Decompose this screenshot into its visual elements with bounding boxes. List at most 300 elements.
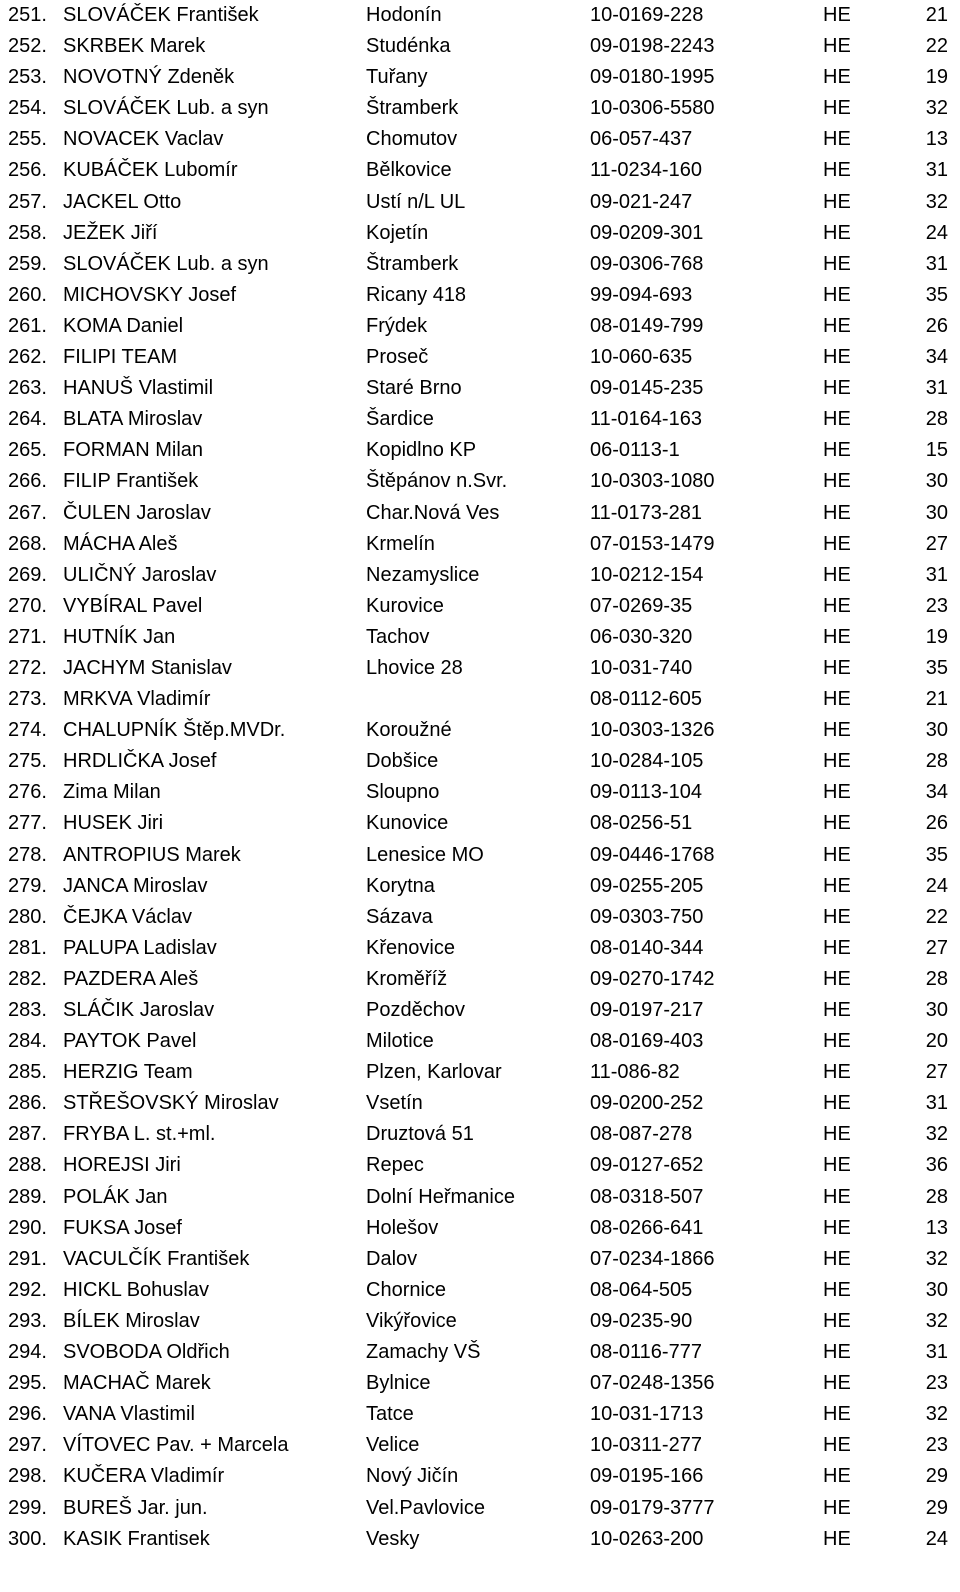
rank-cell: 274. xyxy=(8,719,47,742)
code-cell: 11-0164-163 xyxy=(590,408,702,431)
category-cell: HE xyxy=(823,1309,851,1332)
rank-cell: 286. xyxy=(8,1092,47,1115)
category-cell: HE xyxy=(823,1216,851,1239)
rank-cell: 262. xyxy=(8,346,47,369)
score-cell: 31 xyxy=(925,159,948,182)
name-cell: KASIK Frantisek xyxy=(63,1527,210,1550)
category-cell: HE xyxy=(823,1527,851,1550)
code-cell: 10-0212-154 xyxy=(590,563,704,586)
table-row xyxy=(0,498,960,529)
table-row xyxy=(0,715,960,746)
code-cell: 10-0306-5580 xyxy=(590,97,715,120)
rank-cell: 270. xyxy=(8,594,47,617)
category-cell: HE xyxy=(823,719,851,742)
name-cell: PAZDERA Aleš xyxy=(63,967,199,990)
code-cell: 11-086-82 xyxy=(590,1061,680,1084)
name-cell: CHALUPNÍK Štěp.MVDr. xyxy=(63,719,286,742)
category-cell: HE xyxy=(823,1341,851,1364)
table-row xyxy=(0,1399,960,1430)
rank-cell: 273. xyxy=(8,688,47,711)
place-cell: Studénka xyxy=(366,35,451,58)
category-cell: HE xyxy=(823,408,851,431)
rank-cell: 293. xyxy=(8,1309,47,1332)
category-cell: HE xyxy=(823,625,851,648)
table-row xyxy=(0,1430,960,1461)
score-cell: 34 xyxy=(925,346,948,369)
category-cell: HE xyxy=(823,346,851,369)
code-cell: 09-0180-1995 xyxy=(590,66,715,89)
code-cell: 07-0153-1479 xyxy=(590,532,715,555)
score-cell: 26 xyxy=(925,812,948,835)
table-row xyxy=(0,1306,960,1337)
code-cell: 11-0234-160 xyxy=(590,159,702,182)
rank-cell: 258. xyxy=(8,221,47,244)
name-cell: VANA Vlastimil xyxy=(63,1403,195,1426)
table-row xyxy=(0,1119,960,1150)
code-cell: 08-0140-344 xyxy=(590,936,704,959)
rank-cell: 277. xyxy=(8,812,47,835)
score-cell: 35 xyxy=(925,656,948,679)
table-row xyxy=(0,62,960,93)
category-cell: HE xyxy=(823,190,851,213)
name-cell: SKRBEK Marek xyxy=(63,35,206,58)
code-cell: 08-0256-51 xyxy=(590,812,693,835)
name-cell: SLÁČIK Jaroslav xyxy=(63,999,215,1021)
table-row xyxy=(0,93,960,124)
table-row xyxy=(0,124,960,155)
name-cell: SLOVÁČEK Lub. a syn xyxy=(63,252,269,275)
table-row xyxy=(0,622,960,653)
name-cell: ČULEN Jaroslav xyxy=(63,501,211,524)
name-cell: FILIP František xyxy=(63,470,199,493)
place-cell: Kopidlno KP xyxy=(366,439,477,462)
score-cell: 30 xyxy=(925,999,948,1021)
table-row xyxy=(0,902,960,933)
table-row xyxy=(0,1057,960,1088)
code-cell: 09-0113-104 xyxy=(590,781,702,804)
place-cell: Repec xyxy=(366,1154,424,1177)
table-row xyxy=(0,155,960,186)
code-cell: 06-0113-1 xyxy=(590,439,680,462)
table-row xyxy=(0,684,960,715)
table-row xyxy=(0,187,960,218)
name-cell: HICKL Bohuslav xyxy=(63,1278,209,1301)
name-cell: KUČERA Vladimír xyxy=(63,1465,225,1488)
code-cell: 09-0235-90 xyxy=(590,1309,693,1332)
score-cell: 31 xyxy=(925,1092,948,1115)
rank-cell: 253. xyxy=(8,66,47,89)
code-cell: 09-0303-750 xyxy=(590,905,704,928)
category-cell: HE xyxy=(823,1247,851,1270)
rank-cell: 268. xyxy=(8,532,47,555)
table-row xyxy=(0,560,960,591)
code-cell: 07-0234-1866 xyxy=(590,1247,715,1270)
name-cell: SLOVÁČEK František xyxy=(63,4,259,26)
table-row xyxy=(0,1461,960,1492)
score-cell: 24 xyxy=(925,874,948,897)
code-cell: 10-0311-277 xyxy=(590,1434,702,1457)
score-cell: 31 xyxy=(925,1341,948,1364)
score-cell: 22 xyxy=(925,905,948,928)
score-cell: 28 xyxy=(925,750,948,773)
score-cell: 30 xyxy=(925,470,948,493)
place-cell: Char.Nová Ves xyxy=(366,501,500,524)
table-row xyxy=(0,404,960,435)
code-cell: 09-0127-652 xyxy=(590,1154,704,1177)
rank-cell: 254. xyxy=(8,97,47,120)
name-cell: NOVACEK Vaclav xyxy=(63,128,224,151)
category-cell: HE xyxy=(823,1403,851,1426)
code-cell: 09-0145-235 xyxy=(590,377,704,400)
category-cell: HE xyxy=(823,66,851,89)
code-cell: 08-064-505 xyxy=(590,1278,693,1301)
score-cell: 32 xyxy=(925,190,948,213)
rank-cell: 284. xyxy=(8,1030,47,1053)
category-cell: HE xyxy=(823,905,851,928)
score-cell: 28 xyxy=(925,1185,948,1208)
place-cell: Vel.Pavlovice xyxy=(366,1496,485,1519)
place-cell: Korytna xyxy=(366,874,435,897)
table-row xyxy=(0,933,960,964)
table-row xyxy=(0,31,960,62)
name-cell: HUTNÍK Jan xyxy=(63,625,176,648)
score-cell: 13 xyxy=(925,128,948,151)
name-cell: HANUŠ Vlastimil xyxy=(63,377,214,400)
table-row xyxy=(0,1088,960,1119)
place-cell: Druztová 51 xyxy=(366,1123,474,1146)
code-cell: 11-0173-281 xyxy=(590,501,702,524)
place-cell: Kroměříž xyxy=(366,967,448,990)
name-cell: KOMA Daniel xyxy=(63,314,184,337)
name-cell: FILIPI TEAM xyxy=(63,346,178,369)
place-cell: Vesky xyxy=(366,1527,420,1550)
table-row xyxy=(0,529,960,560)
rank-cell: 252. xyxy=(8,35,47,58)
rank-cell: 278. xyxy=(8,843,47,866)
place-cell: Chornice xyxy=(366,1278,447,1301)
code-cell: 08-0266-641 xyxy=(590,1216,704,1239)
score-cell: 31 xyxy=(925,377,948,400)
code-cell: 06-030-320 xyxy=(590,625,693,648)
category-cell: HE xyxy=(823,1465,851,1488)
category-cell: HE xyxy=(823,97,851,120)
table-row xyxy=(0,1150,960,1181)
code-cell: 09-0306-768 xyxy=(590,252,704,275)
score-cell: 26 xyxy=(925,314,948,337)
code-cell: 09-0200-252 xyxy=(590,1092,704,1115)
code-cell: 10-0303-1080 xyxy=(590,470,715,493)
place-cell: Nezamyslice xyxy=(366,563,480,586)
code-cell: 09-0446-1768 xyxy=(590,843,715,866)
table-row xyxy=(0,280,960,311)
place-cell: Kojetín xyxy=(366,221,429,244)
name-cell: MICHOVSKY Josef xyxy=(63,283,237,306)
score-cell: 27 xyxy=(925,1061,948,1084)
place-cell: Tachov xyxy=(366,625,430,648)
code-cell: 09-0270-1742 xyxy=(590,967,715,990)
code-cell: 10-0303-1326 xyxy=(590,719,715,742)
rank-cell: 282. xyxy=(8,967,47,990)
score-cell: 19 xyxy=(925,625,948,648)
rank-cell: 265. xyxy=(8,439,47,462)
place-cell: Štěpánov n.Svr. xyxy=(366,470,508,493)
score-cell: 31 xyxy=(925,563,948,586)
rank-cell: 271. xyxy=(8,625,47,648)
place-cell: Frýdek xyxy=(366,314,428,337)
code-cell: 10-0284-105 xyxy=(590,750,704,773)
category-cell: HE xyxy=(823,563,851,586)
place-cell: Proseč xyxy=(366,346,429,369)
table-row xyxy=(0,871,960,902)
rank-cell: 256. xyxy=(8,159,47,182)
rank-cell: 276. xyxy=(8,781,47,804)
code-cell: 99-094-693 xyxy=(590,283,693,306)
category-cell: HE xyxy=(823,688,851,711)
category-cell: HE xyxy=(823,314,851,337)
score-cell: 35 xyxy=(925,843,948,866)
table-row xyxy=(0,1524,960,1555)
rank-cell: 290. xyxy=(8,1216,47,1239)
name-cell: SLOVÁČEK Lub. a syn xyxy=(63,97,269,120)
code-cell: 07-0248-1356 xyxy=(590,1372,715,1395)
rank-cell: 251. xyxy=(8,4,47,26)
place-cell: Koroužné xyxy=(366,719,452,742)
score-cell: 32 xyxy=(925,1403,948,1426)
category-cell: HE xyxy=(823,1154,851,1177)
place-cell: Bylnice xyxy=(366,1372,431,1395)
name-cell: PALUPA Ladislav xyxy=(63,936,217,959)
name-cell: JEŽEK Jiří xyxy=(63,221,158,244)
place-cell: Šardice xyxy=(366,408,434,431)
category-cell: HE xyxy=(823,781,851,804)
table-row xyxy=(0,1213,960,1244)
score-cell: 19 xyxy=(925,66,948,89)
score-cell: 21 xyxy=(925,688,948,711)
score-cell: 24 xyxy=(925,221,948,244)
category-cell: HE xyxy=(823,874,851,897)
name-cell: VYBÍRAL Pavel xyxy=(63,594,203,617)
code-cell: 10-031-1713 xyxy=(590,1403,704,1426)
name-cell: SVOBODA Oldřich xyxy=(63,1341,230,1364)
table-row xyxy=(0,0,960,31)
category-cell: HE xyxy=(823,1496,851,1519)
score-cell: 22 xyxy=(925,35,948,58)
place-cell: Krmelín xyxy=(366,532,435,555)
place-cell: Staré Brno xyxy=(366,377,462,400)
rank-cell: 287. xyxy=(8,1123,47,1146)
category-cell: HE xyxy=(823,35,851,58)
place-cell: Tuřany xyxy=(366,66,428,89)
rank-cell: 255. xyxy=(8,128,47,151)
category-cell: HE xyxy=(823,1061,851,1084)
table-row xyxy=(0,342,960,373)
place-cell: Kunovice xyxy=(366,812,449,835)
name-cell: HUSEK Jiri xyxy=(63,812,164,835)
rank-cell: 275. xyxy=(8,750,47,773)
table-row xyxy=(0,808,960,839)
rank-cell: 279. xyxy=(8,874,47,897)
score-cell: 30 xyxy=(925,1278,948,1301)
table-row xyxy=(0,466,960,497)
category-cell: HE xyxy=(823,999,851,1021)
category-cell: HE xyxy=(823,377,851,400)
score-cell: 24 xyxy=(925,1527,948,1550)
rank-cell: 267. xyxy=(8,501,47,524)
rank-cell: 296. xyxy=(8,1403,47,1426)
rank-cell: 292. xyxy=(8,1278,47,1301)
code-cell: 07-0269-35 xyxy=(590,594,693,617)
code-cell: 10-0263-200 xyxy=(590,1527,704,1550)
place-cell: Dalov xyxy=(366,1247,418,1270)
name-cell: HERZIG Team xyxy=(63,1061,193,1084)
score-cell: 21 xyxy=(925,4,948,26)
score-cell: 23 xyxy=(925,594,948,617)
code-cell: 09-0209-301 xyxy=(590,221,704,244)
code-cell: 08-0112-605 xyxy=(590,688,702,711)
table-row xyxy=(0,311,960,342)
code-cell: 09-0255-205 xyxy=(590,874,704,897)
rank-cell: 291. xyxy=(8,1247,47,1270)
code-cell: 08-0169-403 xyxy=(590,1030,704,1053)
place-cell: Štramberk xyxy=(366,97,459,120)
place-cell: Sázava xyxy=(366,905,433,928)
place-cell: Sloupno xyxy=(366,781,440,804)
rank-cell: 260. xyxy=(8,283,47,306)
place-cell: Dobšice xyxy=(366,750,439,773)
name-cell: JANCA Miroslav xyxy=(63,874,208,897)
category-cell: HE xyxy=(823,439,851,462)
category-cell: HE xyxy=(823,750,851,773)
score-cell: 27 xyxy=(925,532,948,555)
score-cell: 32 xyxy=(925,1247,948,1270)
score-cell: 36 xyxy=(925,1154,948,1177)
score-cell: 32 xyxy=(925,1309,948,1332)
name-cell: STŘEŠOVSKÝ Miroslav xyxy=(63,1092,279,1115)
name-cell: JACKEL Otto xyxy=(63,190,182,213)
table-row xyxy=(0,1368,960,1399)
code-cell: 09-021-247 xyxy=(590,190,693,213)
score-cell: 31 xyxy=(925,252,948,275)
name-cell: JACHYM Stanislav xyxy=(63,656,232,679)
rank-cell: 300. xyxy=(8,1527,47,1550)
category-cell: HE xyxy=(823,843,851,866)
name-cell: MACHAČ Marek xyxy=(63,1372,211,1395)
category-cell: HE xyxy=(823,470,851,493)
place-cell: Vikýřovice xyxy=(366,1309,457,1332)
rank-cell: 294. xyxy=(8,1341,47,1364)
table-row xyxy=(0,1182,960,1213)
rank-cell: 288. xyxy=(8,1154,47,1177)
rank-cell: 289. xyxy=(8,1185,47,1208)
score-cell: 15 xyxy=(925,439,948,462)
table-row xyxy=(0,435,960,466)
name-cell: KUBÁČEK Lubomír xyxy=(63,159,238,182)
score-cell: 30 xyxy=(925,719,948,742)
place-cell: Ustí n/L UL xyxy=(366,190,466,213)
table-row xyxy=(0,1026,960,1057)
category-cell: HE xyxy=(823,501,851,524)
code-cell: 08-0318-507 xyxy=(590,1185,704,1208)
place-cell: Kurovice xyxy=(366,594,444,617)
code-cell: 09-0198-2243 xyxy=(590,35,715,58)
code-cell: 10-031-740 xyxy=(590,656,693,679)
category-cell: HE xyxy=(823,1434,851,1457)
category-cell: HE xyxy=(823,1030,851,1053)
place-cell: Holešov xyxy=(366,1216,439,1239)
place-cell: Plzen, Karlovar xyxy=(366,1061,502,1084)
place-cell: Zamachy VŠ xyxy=(366,1341,481,1364)
rank-cell: 297. xyxy=(8,1434,47,1457)
score-cell: 35 xyxy=(925,283,948,306)
category-cell: HE xyxy=(823,1123,851,1146)
rank-cell: 263. xyxy=(8,377,47,400)
score-cell: 34 xyxy=(925,781,948,804)
code-cell: 10-0169-228 xyxy=(590,4,704,26)
rank-cell: 281. xyxy=(8,936,47,959)
category-cell: HE xyxy=(823,594,851,617)
place-cell: Lhovice 28 xyxy=(366,656,463,679)
table-row xyxy=(0,777,960,808)
code-cell: 10-060-635 xyxy=(590,346,693,369)
rank-cell: 269. xyxy=(8,563,47,586)
score-cell: 32 xyxy=(925,1123,948,1146)
rank-cell: 264. xyxy=(8,408,47,431)
code-cell: 09-0197-217 xyxy=(590,999,704,1021)
name-cell: NOVOTNÝ Zdeněk xyxy=(63,66,235,89)
table-row xyxy=(0,591,960,622)
name-cell: VÍTOVEC Pav. + Marcela xyxy=(63,1434,289,1457)
name-cell: HRDLIČKA Josef xyxy=(63,750,217,773)
place-cell: Nový Jičín xyxy=(366,1465,459,1488)
code-cell: 08-087-278 xyxy=(590,1123,693,1146)
score-cell: 30 xyxy=(925,501,948,524)
score-cell: 29 xyxy=(925,1465,948,1488)
table-row xyxy=(0,1337,960,1368)
category-cell: HE xyxy=(823,656,851,679)
name-cell: Zima Milan xyxy=(63,781,161,804)
category-cell: HE xyxy=(823,1092,851,1115)
code-cell: 08-0149-799 xyxy=(590,314,704,337)
table-row xyxy=(0,1493,960,1524)
score-cell: 23 xyxy=(925,1372,948,1395)
place-cell: Ricany 418 xyxy=(366,283,467,306)
table-row xyxy=(0,653,960,684)
name-cell: POLÁK Jan xyxy=(63,1185,168,1208)
category-cell: HE xyxy=(823,812,851,835)
rank-cell: 257. xyxy=(8,190,47,213)
score-cell: 29 xyxy=(925,1496,948,1519)
category-cell: HE xyxy=(823,4,851,26)
place-cell: Chomutov xyxy=(366,128,458,151)
table-row xyxy=(0,840,960,871)
name-cell: FORMAN Milan xyxy=(63,439,204,462)
name-cell: MRKVA Vladimír xyxy=(63,688,211,711)
table-row xyxy=(0,1244,960,1275)
code-cell: 09-0195-166 xyxy=(590,1465,704,1488)
score-cell: 28 xyxy=(925,408,948,431)
name-cell: VACULČÍK František xyxy=(63,1247,250,1270)
rank-cell: 272. xyxy=(8,656,47,679)
code-cell: 08-0116-777 xyxy=(590,1341,702,1364)
rank-cell: 283. xyxy=(8,999,47,1021)
name-cell: FRYBA L. st.+ml. xyxy=(63,1123,216,1146)
place-cell: Hodonín xyxy=(366,4,442,26)
code-cell: 09-0179-3777 xyxy=(590,1496,715,1519)
table-row xyxy=(0,249,960,280)
category-cell: HE xyxy=(823,252,851,275)
category-cell: HE xyxy=(823,1372,851,1395)
place-cell: Pozděchov xyxy=(366,999,465,1021)
